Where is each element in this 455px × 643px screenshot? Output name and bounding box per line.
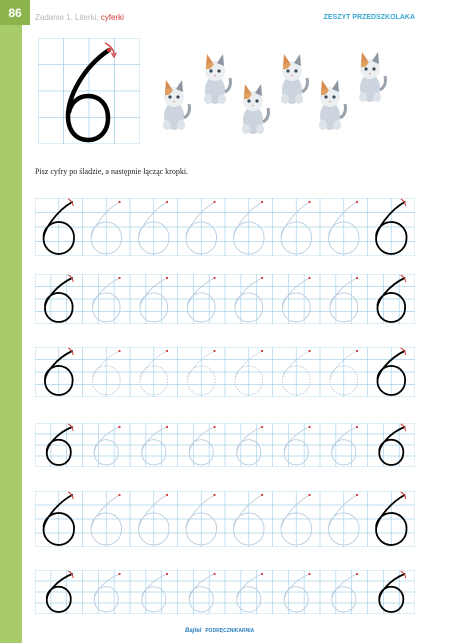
exercise-instruction: Pisz cyfry po śladzie, a następnie łącząc kropki. (35, 167, 189, 176)
start-dot (166, 277, 168, 279)
kitten (319, 80, 345, 130)
start-dot (308, 350, 310, 352)
trace-six[interactable] (282, 278, 310, 322)
start-dot (166, 201, 168, 203)
page-number: 86 (0, 0, 30, 25)
section-title (35, 13, 124, 22)
start-dot (118, 201, 120, 203)
start-dot (356, 426, 358, 428)
trace-six[interactable] (140, 278, 168, 322)
start-dot (261, 494, 263, 496)
trace-six[interactable] (330, 278, 358, 322)
kitten (281, 54, 307, 104)
sidebar-stripe (0, 0, 22, 643)
start-dot (308, 426, 310, 428)
start-dot (118, 277, 120, 279)
start-dot (356, 350, 358, 352)
grid-lines (35, 347, 415, 397)
start-dot (118, 573, 120, 575)
grid-lines (35, 423, 415, 467)
kitten (163, 80, 189, 130)
start-dot (261, 426, 263, 428)
start-dot (213, 201, 215, 203)
practice-row[interactable] (35, 570, 415, 614)
grid-lines (35, 570, 415, 614)
publisher-logo: Bajtel (185, 628, 202, 634)
section-title-highlight: cyferki (100, 13, 124, 22)
section-title-prefix: Zadanie 1. Literki, (35, 13, 101, 22)
book-title: ZESZYT PRZEDSZKOLAKA (323, 14, 415, 21)
start-dot (118, 494, 120, 496)
grid-lines (35, 198, 415, 256)
start-dot (261, 201, 263, 203)
start-dot (166, 426, 168, 428)
kittens-illustration (158, 48, 388, 138)
start-dot (356, 201, 358, 203)
start-dot (261, 573, 263, 575)
start-dot (213, 277, 215, 279)
grid-lines (35, 491, 415, 547)
model-digit-six (38, 38, 140, 144)
start-dot (261, 277, 263, 279)
publisher-footer (185, 625, 275, 637)
kitten (242, 84, 268, 134)
portal-logo: PODRĘCZNIKARNIA (205, 628, 255, 634)
start-dot (356, 573, 358, 575)
practice-row[interactable] (35, 274, 415, 324)
start-dot (213, 494, 215, 496)
start-dot (166, 573, 168, 575)
kitten (359, 52, 385, 102)
start-dot (118, 426, 120, 428)
practice-row[interactable] (35, 423, 415, 467)
practice-row[interactable] (35, 347, 415, 397)
trace-six[interactable] (187, 278, 215, 322)
start-dot (308, 277, 310, 279)
start-dot (308, 494, 310, 496)
model-six (377, 278, 405, 322)
start-dot (356, 494, 358, 496)
trace-six[interactable] (92, 278, 120, 322)
practice-row[interactable] (35, 491, 415, 547)
model-six (45, 278, 73, 322)
start-dot (166, 350, 168, 352)
start-dot (213, 426, 215, 428)
start-dot (308, 201, 310, 203)
kitten (204, 54, 230, 104)
start-dot (308, 573, 310, 575)
grid-lines (35, 274, 415, 324)
start-dot (356, 277, 358, 279)
start-dot (213, 573, 215, 575)
start-dot (213, 350, 215, 352)
start-dot (166, 494, 168, 496)
trace-six[interactable] (235, 278, 263, 322)
practice-row[interactable] (35, 198, 415, 256)
start-dot (118, 350, 120, 352)
start-dot (261, 350, 263, 352)
